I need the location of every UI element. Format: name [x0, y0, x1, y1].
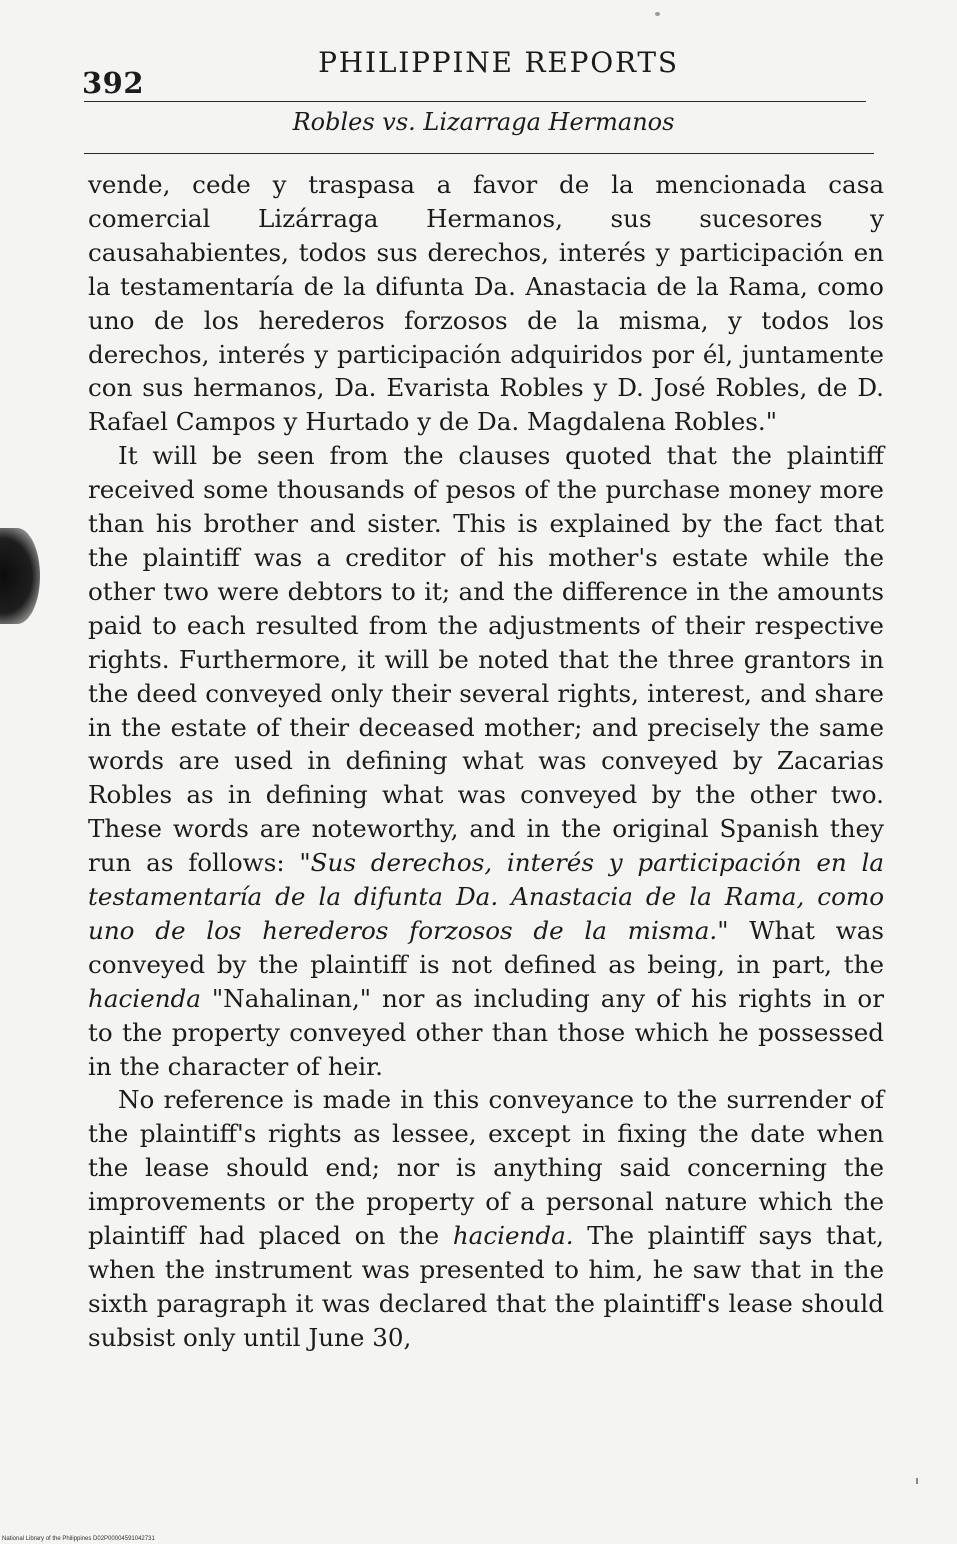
page-number: 392	[82, 66, 145, 100]
paragraph-3	[88, 1083, 884, 1354]
hacienda-term-2: hacienda.	[452, 1221, 574, 1251]
header-rule-bottom	[84, 153, 874, 154]
paragraph-2-text-a: It will be seen from the clauses quoted that the plaintiff received some thousands of pesos of the purchase money more than his brother and sister. This is explained by the fact that the plaintiff was a creditor of his mother's estate while the other two were debtors to it; and the difference in the amounts paid to each resulted from the adjustments of their respective rights. Furthermore, it will be noted that the three grantors in the deed conveyed only their several rights, interest, and share in the estate of their deceased mother; and precisely the same words are used in defining what was conveyed by Zacarias Robles as in defining what was conveyed by the other two. These words are noteworthy, and in the original Spanish they run as follows:	[88, 441, 884, 878]
paragraph-1: vende, cede y traspasa a favor de la mencionada casa comercial Lizárraga Hermanos, sus sucesores y causahabientes, todos sus derechos, interés y participación en la testamentaría de la difunta Da. Anastacia de la Rama, como uno de los herederos forzosos de la misma, y todos los derechos, interés y participación adquiridos por él, juntamente con sus hermanos, Da. Evarista Robles y D. José Robles, de D. Rafael Campos y Hurtado y de Da. Magdalena Robles."	[88, 170, 884, 437]
paragraph-3-text-b: The plaintiff says that, when the instrument was presented to him, he saw that in the sixth paragraph it was declared that the plaintiff's lease should subsist only until June 30,	[88, 1221, 884, 1352]
paragraph-3-text-a: No reference is made in this conveyance to the surrender of the plaintiff's rights as lessee, except in fixing the date when the lease should end; nor is anything said concerning the improvements or the property of a personal nature which the plaintiff had placed on the	[88, 1085, 884, 1251]
scan-speck	[655, 12, 660, 16]
running-title: PHILIPPINE REPORTS	[318, 46, 679, 79]
binding-shadow	[0, 528, 40, 624]
paragraph-2-text-b: What was conveyed by the plaintiff is not defined as being, in part, the	[88, 915, 884, 979]
body-text	[88, 168, 884, 1355]
footer-credit: National Library of the Philippines D02P00004591042731	[2, 1536, 155, 1542]
scan-tick-mark	[916, 1478, 918, 1484]
paragraph-2	[88, 439, 884, 1083]
paragraph-2-text-c: "Nahalinan," nor as including any of his rights in or to the property conveyed other than those which he possessed in the character of heir.	[88, 983, 884, 1081]
spanish-quotation: "Sus derechos, interés y participación en la testamentaría de la difunta Da. Anastacia de la Rama, como uno de los herederos forzosos de la misma."	[88, 848, 884, 945]
hacienda-term: hacienda	[88, 983, 201, 1013]
header-rule-top	[84, 101, 866, 102]
case-title: Robles vs. Lizarraga Hermanos	[292, 108, 675, 136]
